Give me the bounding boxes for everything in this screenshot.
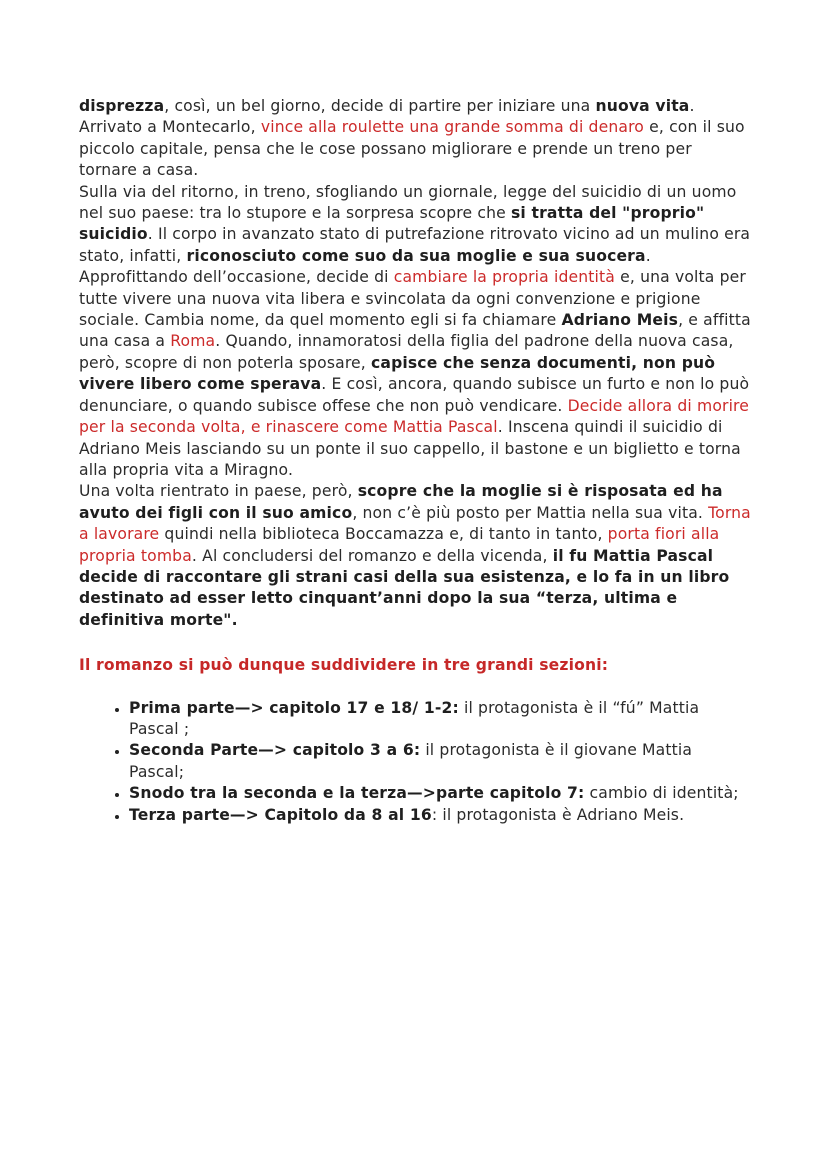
section-title: Seconda Parte—> capitolo 3 a 6:: [129, 741, 421, 760]
sections-heading: Il romanzo si può dunque suddividere in tre grandi sezioni:: [79, 656, 609, 675]
bold-text: riconosciuto come suo da sua moglie e sua suocera: [186, 246, 646, 265]
body-text: , e affitta una casa a: [79, 311, 751, 351]
document-body: [79, 96, 751, 826]
paragraph-2: [79, 182, 751, 482]
body-text: e, una volta per tutte vivere una nuova vita libera e svincolata da ogni convenzione e prigione sociale. Cambia nome, da quel momento egli si fa chiamare: [79, 268, 746, 330]
section-description: il protagonista è il “fú” Mattia Pascal ;: [129, 698, 700, 738]
highlighted-text: vince alla roulette una grande somma di denaro: [260, 118, 644, 137]
bold-text: capisce che senza documenti, non può vivere libero come sperava: [79, 353, 716, 394]
body-text: . Il corpo in avanzato stato di putrefazione ritrovato vicino ad un mulino era stato, infatti,: [79, 225, 751, 265]
section-description: cambio di identità;: [584, 784, 739, 803]
body-text: Una volta rientrato in paese, però,: [79, 482, 358, 501]
body-text: Sulla via del ritorno, in treno, sfogliando un giornale, legge del suicidio di un uomo nel suo paese: tra lo stupore e la sorpresa scopre che: [79, 182, 737, 223]
bold-text: si tratta del "proprio" suicidio: [79, 204, 705, 244]
body-text: e, con il suo piccolo capitale, pensa che le cose possano migliorare e prende un treno per tornare a casa.: [79, 118, 745, 180]
section-description: il protagonista è il giovane Mattia Pascal;: [129, 741, 693, 781]
bold-text: Adriano Meis: [561, 311, 679, 330]
body-text: quindi nella biblioteca Boccamazza e, di tanto in tanto,: [159, 525, 608, 544]
highlighted-text: Roma: [170, 332, 216, 351]
section-title: Terza parte—> Capitolo da 8 al 16: [129, 805, 432, 824]
bold-text: il fu Mattia Pascal decide di raccontare gli strani casi della sua esistenza, e lo fa in un libro destinato ad esser letto cinquant’anni dopo la sua “terza, ultima e definitiva morte".: [79, 546, 730, 629]
section-title: Prima parte—> capitolo 17 e 18/ 1-2:: [129, 698, 459, 717]
highlighted-text: Decide allora di morire per la seconda volta, e rinascere come Mattia Pascal: [79, 396, 750, 437]
highlighted-text: cambiare la propria identità: [393, 268, 616, 287]
section-item: [129, 698, 751, 741]
body-text: . Arrivato a Montecarlo,: [79, 97, 695, 137]
body-text: , così, un bel giorno, decide di partire per iniziare una: [164, 97, 596, 115]
body-text: . Quando, innamoratosi della figlia del padrone della nuova casa, però, scopre di non poterla sposare,: [79, 332, 734, 372]
bold-text: scopre che la moglie si è risposata ed ha avuto dei figli con il suo amico: [79, 482, 723, 522]
section-description: : il protagonista è Adriano Meis.: [431, 805, 685, 824]
sections-list: [79, 698, 751, 826]
body-text: . E così, ancora, quando subisce un furto e non lo può denunciare, o quando subisce offese che non può vendicare.: [79, 375, 750, 415]
paragraph-3: [79, 481, 751, 631]
highlighted-text: porta fiori alla propria tomba: [79, 525, 720, 565]
paragraph-1: [79, 96, 751, 182]
body-text: . Approfittando dell’occasione, decide di: [79, 246, 651, 287]
section-item: [129, 783, 751, 804]
bold-text: disprezza: [79, 97, 165, 115]
section-item: [129, 740, 751, 783]
section-title: Snodo tra la seconda e la terza—>parte capitolo 7:: [129, 784, 585, 803]
section-item: [129, 805, 751, 826]
body-text: . Inscena quindi il suicidio di Adriano Meis lasciando su un ponte il suo cappello, il bastone e un biglietto e torna alla propria vita a Miragno.: [79, 418, 741, 479]
body-text: . Al concludersi del romanzo e della vicenda,: [191, 546, 553, 565]
highlighted-text: Torna a lavorare: [79, 503, 751, 544]
bold-text: nuova vita: [595, 97, 690, 115]
body-text: , non c’è più posto per Mattia nella sua vita.: [352, 503, 709, 522]
